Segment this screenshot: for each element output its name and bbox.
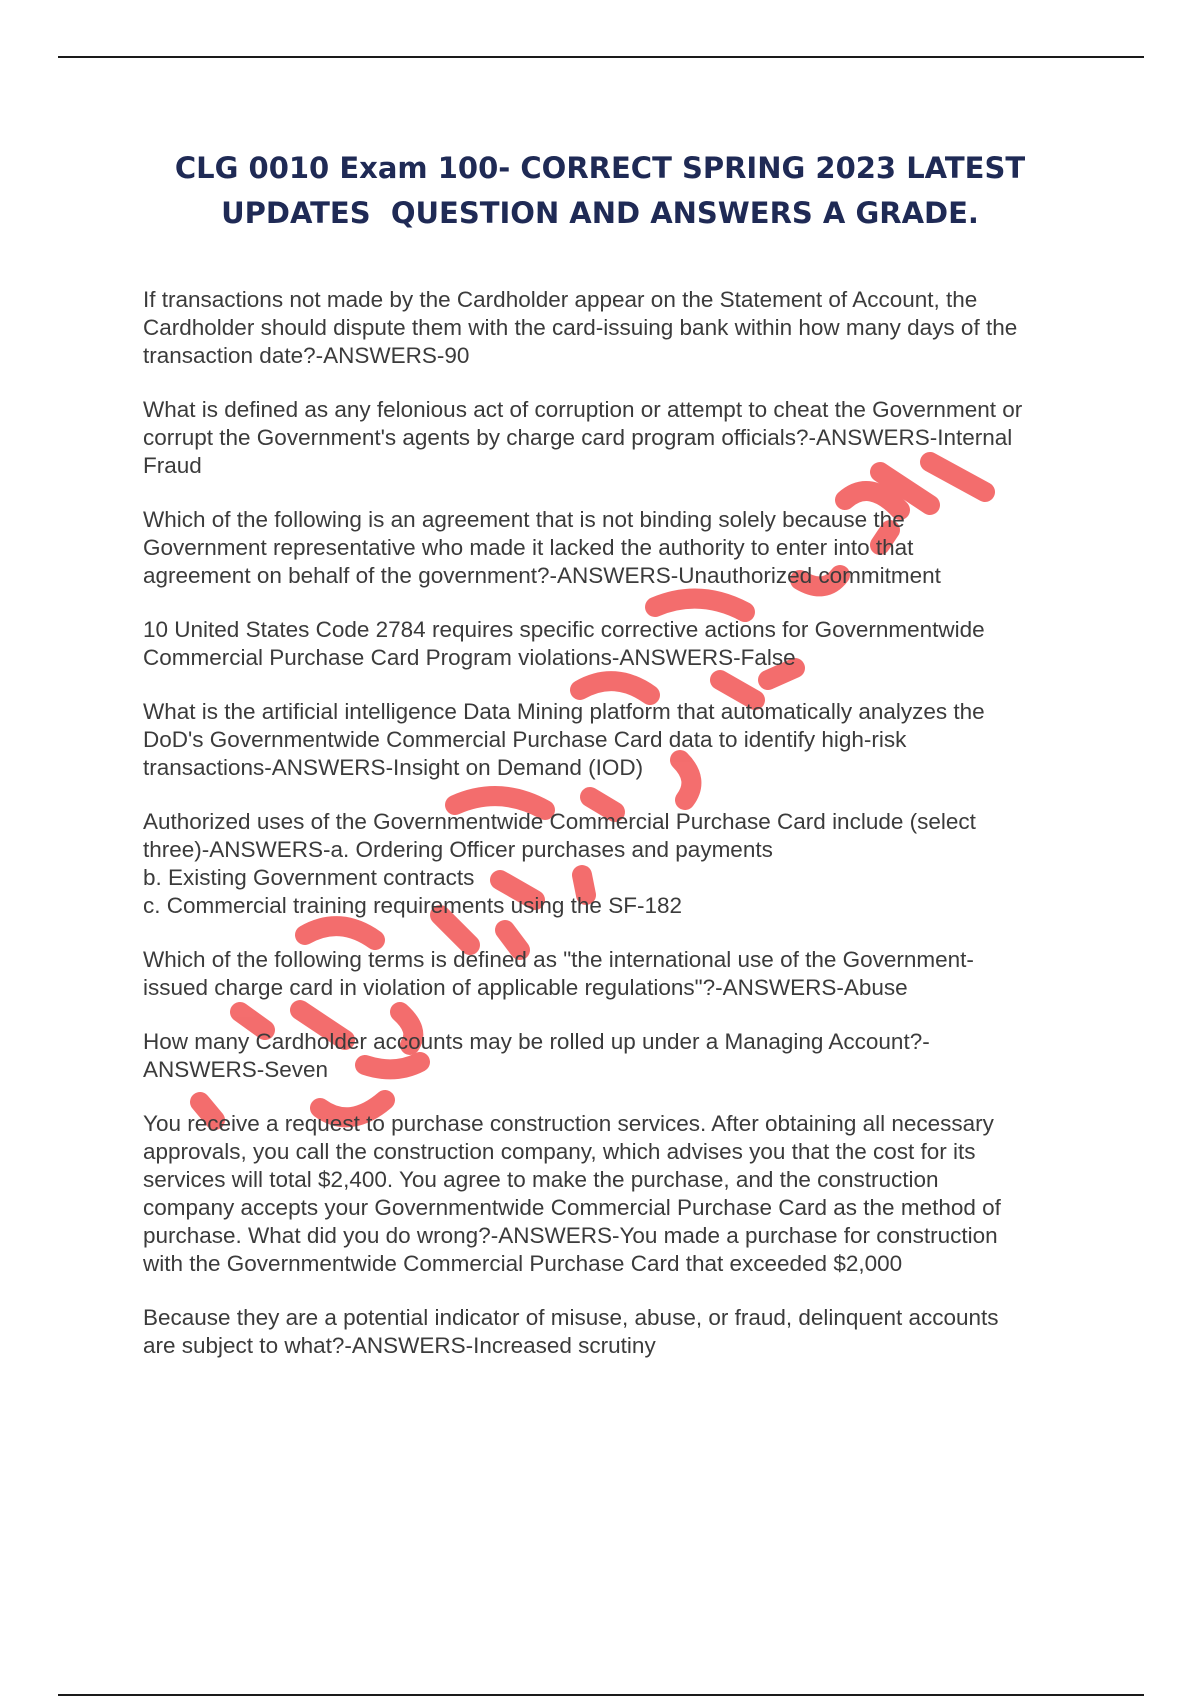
qa-item-9: [143, 1110, 1093, 1278]
qa-line: services will total $2,400. You agree to make the purchase, and the construction: [143, 1167, 939, 1192]
qa-line: Which of the following terms is defined as "the international use of the Government-: [143, 947, 974, 972]
qa-line: DoD's Governmentwide Commercial Purchase Card data to identify high-risk: [143, 727, 907, 752]
qa-line: ANSWERS-Seven: [143, 1057, 329, 1082]
qa-line: agreement on behalf of the government?-ANSWERS-Unauthorized commitment: [143, 563, 941, 588]
qa-line: company accepts your Governmentwide Commercial Purchase Card as the method of: [143, 1195, 1001, 1220]
top-rule: [58, 56, 1144, 58]
qa-line: transaction date?-ANSWERS-90: [143, 343, 470, 368]
qa-line: approvals, you call the construction company, which advises you that the cost for its: [143, 1139, 976, 1164]
qa-line: corrupt the Government's agents by charge card program officials?-ANSWERS-Internal: [143, 425, 1013, 450]
qa-list: [143, 286, 1093, 1386]
qa-item-10: [143, 1304, 1093, 1360]
qa-line: Government representative who made it lacked the authority to enter into that: [143, 535, 914, 560]
qa-line: Which of the following is an agreement that is not binding solely because the: [143, 507, 905, 532]
title-line-2: UPDATES QUESTION AND ANSWERS A GRADE.: [221, 196, 979, 230]
qa-line: transactions-ANSWERS-Insight on Demand (IOD): [143, 755, 644, 780]
qa-item-3: [143, 506, 1093, 590]
qa-line: three)-ANSWERS-a. Ordering Officer purchases and payments: [143, 837, 773, 862]
qa-line: You receive a request to purchase construction services. After obtaining all necessary: [143, 1111, 994, 1136]
qa-line: What is the artificial intelligence Data Mining platform that automatically analyzes the: [143, 699, 985, 724]
bottom-rule: [58, 1694, 1144, 1696]
qa-item-4: [143, 616, 1093, 672]
qa-line: are subject to what?-ANSWERS-Increased scrutiny: [143, 1333, 656, 1358]
qa-item-7: [143, 946, 1093, 1002]
qa-line: 10 United States Code 2784 requires specific corrective actions for Governmentwide: [143, 617, 985, 642]
qa-line: What is defined as any felonious act of corruption or attempt to cheat the Government or: [143, 397, 1023, 422]
qa-line: If transactions not made by the Cardholder appear on the Statement of Account, the: [143, 287, 978, 312]
qa-line: Commercial Purchase Card Program violations-ANSWERS-False: [143, 645, 796, 670]
qa-item-1: [143, 286, 1093, 370]
qa-line: Authorized uses of the Governmentwide Commercial Purchase Card include (select: [143, 809, 976, 834]
qa-line: with the Governmentwide Commercial Purchase Card that exceeded $2,000: [143, 1251, 903, 1276]
qa-line: issued charge card in violation of applicable regulations"?-ANSWERS-Abuse: [143, 975, 908, 1000]
qa-item-5: [143, 698, 1093, 782]
qa-item-8: [143, 1028, 1093, 1084]
title-line-1: CLG 0010 Exam 100- CORRECT SPRING 2023 LATEST: [174, 151, 1026, 185]
qa-line: c. Commercial training requirements using the SF-182: [143, 893, 682, 918]
qa-item-2: [143, 396, 1093, 480]
qa-line: Cardholder should dispute them with the card-issuing bank within how many days of the: [143, 315, 1018, 340]
qa-line: purchase. What did you do wrong?-ANSWERS-You made a purchase for construction: [143, 1223, 998, 1248]
qa-line: How many Cardholder accounts may be rolled up under a Managing Account?-: [143, 1029, 930, 1054]
qa-line: Fraud: [143, 453, 202, 478]
document-title: [120, 146, 1080, 236]
qa-line: b. Existing Government contracts: [143, 865, 475, 890]
qa-line: Because they are a potential indicator of misuse, abuse, or fraud, delinquent accounts: [143, 1305, 999, 1330]
qa-item-6: [143, 808, 1093, 920]
